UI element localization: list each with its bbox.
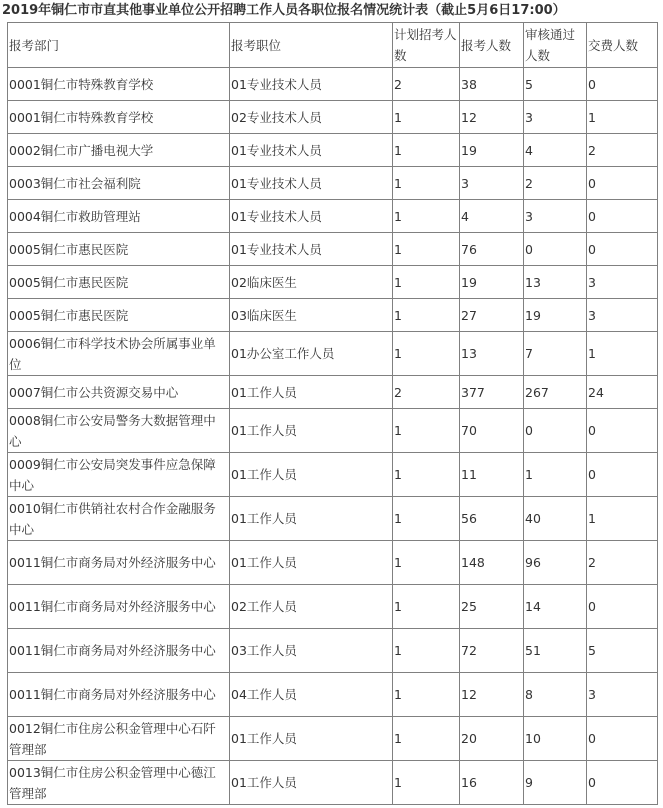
cell-approved: 51: [524, 629, 587, 673]
cell-dept: 0007铜仁市公共资源交易中心: [8, 376, 230, 409]
cell-planned: 1: [393, 134, 460, 167]
table-row: [8, 200, 658, 233]
cell-dept: 0004铜仁市救助管理站: [8, 200, 230, 233]
header-approved: 审核通过人数: [524, 23, 587, 68]
table-row: [8, 541, 658, 585]
cell-paid: 3: [587, 673, 658, 717]
cell-planned: 1: [393, 266, 460, 299]
cell-approved: 0: [524, 233, 587, 266]
cell-applicants: 70: [460, 409, 524, 453]
cell-planned: 1: [393, 585, 460, 629]
cell-approved: 96: [524, 541, 587, 585]
cell-paid: 0: [587, 167, 658, 200]
cell-planned: 2: [393, 376, 460, 409]
table-row: [8, 233, 658, 266]
cell-approved: 14: [524, 585, 587, 629]
table-row: [8, 299, 658, 332]
cell-paid: 5: [587, 629, 658, 673]
cell-paid: 2: [587, 134, 658, 167]
cell-applicants: 76: [460, 233, 524, 266]
cell-approved: 1: [524, 453, 587, 497]
table-row: [8, 453, 658, 497]
cell-paid: 1: [587, 332, 658, 376]
cell-paid: 0: [587, 409, 658, 453]
cell-paid: 0: [587, 233, 658, 266]
cell-position: 02专业技术人员: [230, 101, 393, 134]
cell-applicants: 4: [460, 200, 524, 233]
header-position: 报考职位: [230, 23, 393, 68]
cell-paid: 2: [587, 541, 658, 585]
cell-dept: 0011铜仁市商务局对外经济服务中心: [8, 629, 230, 673]
cell-approved: 40: [524, 497, 587, 541]
table-row: [8, 409, 658, 453]
cell-applicants: 38: [460, 68, 524, 101]
cell-planned: 1: [393, 497, 460, 541]
table-row: [8, 585, 658, 629]
cell-applicants: 19: [460, 134, 524, 167]
table-row: [8, 761, 658, 805]
table-row: [8, 629, 658, 673]
cell-planned: 1: [393, 453, 460, 497]
cell-planned: 2: [393, 68, 460, 101]
cell-dept: 0012铜仁市住房公积金管理中心石阡管理部: [8, 717, 230, 761]
table-row: [8, 376, 658, 409]
cell-position: 01工作人员: [230, 717, 393, 761]
cell-planned: 1: [393, 541, 460, 585]
cell-planned: 1: [393, 629, 460, 673]
cell-applicants: 56: [460, 497, 524, 541]
cell-dept: 0005铜仁市惠民医院: [8, 299, 230, 332]
cell-planned: 1: [393, 101, 460, 134]
page-title: 2019年铜仁市市直其他事业单位公开招聘工作人员各职位报名情况统计表（截止5月6日17:00）: [2, 3, 566, 18]
cell-dept: 0011铜仁市商务局对外经济服务中心: [8, 541, 230, 585]
header-planned: 计划招考人数: [393, 23, 460, 68]
cell-dept: 0005铜仁市惠民医院: [8, 233, 230, 266]
cell-dept: 0003铜仁市社会福利院: [8, 167, 230, 200]
cell-approved: 8: [524, 673, 587, 717]
cell-applicants: 27: [460, 299, 524, 332]
cell-applicants: 3: [460, 167, 524, 200]
cell-planned: 1: [393, 673, 460, 717]
cell-dept: 0008铜仁市公安局警务大数据管理中心: [8, 409, 230, 453]
cell-position: 03工作人员: [230, 629, 393, 673]
cell-position: 01工作人员: [230, 409, 393, 453]
cell-dept: 0010铜仁市供销社农村合作金融服务中心: [8, 497, 230, 541]
cell-dept: 0001铜仁市特殊教育学校: [8, 101, 230, 134]
cell-applicants: 12: [460, 101, 524, 134]
cell-paid: 1: [587, 101, 658, 134]
header-applicants: 报考人数: [460, 23, 524, 68]
cell-planned: 1: [393, 717, 460, 761]
cell-dept: 0005铜仁市惠民医院: [8, 266, 230, 299]
cell-paid: 0: [587, 453, 658, 497]
cell-planned: 1: [393, 299, 460, 332]
cell-position: 02临床医生: [230, 266, 393, 299]
cell-approved: 4: [524, 134, 587, 167]
cell-paid: 0: [587, 761, 658, 805]
cell-paid: 3: [587, 299, 658, 332]
cell-planned: 1: [393, 761, 460, 805]
table-row: [8, 332, 658, 376]
table-header-row: [8, 23, 658, 68]
cell-planned: 1: [393, 332, 460, 376]
cell-paid: 1: [587, 497, 658, 541]
cell-position: 01工作人员: [230, 376, 393, 409]
cell-applicants: 72: [460, 629, 524, 673]
cell-dept: 0009铜仁市公安局突发事件应急保障中心: [8, 453, 230, 497]
cell-position: 01工作人员: [230, 497, 393, 541]
cell-approved: 267: [524, 376, 587, 409]
cell-planned: 1: [393, 409, 460, 453]
cell-approved: 19: [524, 299, 587, 332]
cell-approved: 0: [524, 409, 587, 453]
registration-table: [7, 22, 658, 805]
cell-approved: 7: [524, 332, 587, 376]
cell-dept: 0006铜仁市科学技术协会所属事业单位: [8, 332, 230, 376]
header-dept: 报考部门: [8, 23, 230, 68]
cell-applicants: 16: [460, 761, 524, 805]
cell-approved: 5: [524, 68, 587, 101]
cell-approved: 3: [524, 200, 587, 233]
cell-position: 01工作人员: [230, 453, 393, 497]
table-row: [8, 673, 658, 717]
cell-applicants: 19: [460, 266, 524, 299]
cell-approved: 9: [524, 761, 587, 805]
cell-position: 01专业技术人员: [230, 200, 393, 233]
cell-approved: 2: [524, 167, 587, 200]
table-row: [8, 134, 658, 167]
cell-dept: 0011铜仁市商务局对外经济服务中心: [8, 673, 230, 717]
table-row: [8, 717, 658, 761]
cell-position: 04工作人员: [230, 673, 393, 717]
cell-applicants: 20: [460, 717, 524, 761]
cell-planned: 1: [393, 167, 460, 200]
cell-dept: 0011铜仁市商务局对外经济服务中心: [8, 585, 230, 629]
cell-position: 01工作人员: [230, 541, 393, 585]
cell-paid: 0: [587, 717, 658, 761]
table-row: [8, 167, 658, 200]
table-row: [8, 497, 658, 541]
cell-position: 02工作人员: [230, 585, 393, 629]
table-row: [8, 68, 658, 101]
cell-planned: 1: [393, 200, 460, 233]
cell-position: 01专业技术人员: [230, 134, 393, 167]
cell-approved: 10: [524, 717, 587, 761]
cell-applicants: 11: [460, 453, 524, 497]
cell-paid: 0: [587, 200, 658, 233]
cell-approved: 13: [524, 266, 587, 299]
header-paid: 交费人数: [587, 23, 658, 68]
cell-applicants: 12: [460, 673, 524, 717]
cell-dept: 0001铜仁市特殊教育学校: [8, 68, 230, 101]
cell-paid: 3: [587, 266, 658, 299]
cell-applicants: 148: [460, 541, 524, 585]
cell-applicants: 25: [460, 585, 524, 629]
cell-approved: 3: [524, 101, 587, 134]
cell-applicants: 377: [460, 376, 524, 409]
cell-dept: 0013铜仁市住房公积金管理中心德江管理部: [8, 761, 230, 805]
cell-position: 03临床医生: [230, 299, 393, 332]
table-row: [8, 101, 658, 134]
cell-position: 01办公室工作人员: [230, 332, 393, 376]
cell-paid: 0: [587, 585, 658, 629]
cell-position: 01工作人员: [230, 761, 393, 805]
cell-dept: 0002铜仁市广播电视大学: [8, 134, 230, 167]
cell-applicants: 13: [460, 332, 524, 376]
cell-position: 01专业技术人员: [230, 167, 393, 200]
table-row: [8, 266, 658, 299]
cell-position: 01专业技术人员: [230, 233, 393, 266]
cell-position: 01专业技术人员: [230, 68, 393, 101]
cell-paid: 24: [587, 376, 658, 409]
cell-planned: 1: [393, 233, 460, 266]
cell-paid: 0: [587, 68, 658, 101]
